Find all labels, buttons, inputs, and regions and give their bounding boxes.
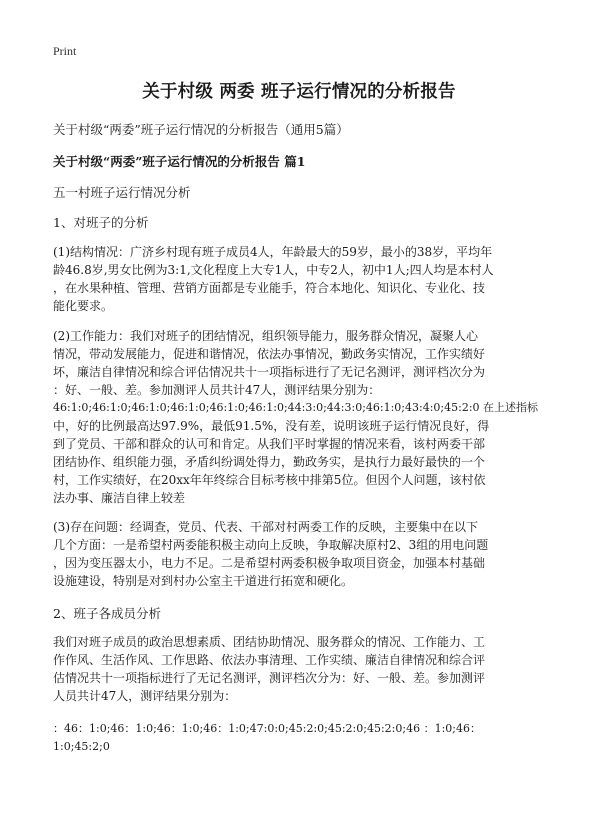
paragraph-line: 到了党员、干部和群众的认可和肯定。从我们平时掌握的情况来看，该村两委干部 — [53, 437, 486, 451]
paragraph-line: (2)工作能力：我们对班子的团结情况，组织领导能力，服务群众情况，凝聚人心 — [53, 329, 479, 343]
paragraph-work-ability — [53, 327, 548, 507]
paragraph-line: 估情况共十一项指标进行了无记名测评，测评档次分为：好、一般、差。参加测评 — [53, 671, 486, 685]
paragraph-problems — [53, 518, 548, 590]
paragraph-member-scores — [53, 720, 548, 756]
paragraph-structure — [53, 243, 548, 315]
article-heading: 关于村级“两委”班子运行情况的分析报告 篇1 — [53, 154, 306, 169]
paragraph-line: 人员共计47人，测评结果分别为： — [53, 689, 237, 703]
document-subtitle: 关于村级“两委”班子运行情况的分析报告（通用5篇） — [53, 122, 349, 137]
paragraph-line: 设施建设，特别是对到村办公室主干道进行拓宽和硬化。 — [53, 574, 354, 588]
paragraph-line: ，因为变压器太小，电力不足。二是希望村两委积极争取项目资金，加强本村基础 — [53, 556, 486, 570]
paragraph-line: 我们对班子成员的政治思想素质、团结协助情况、服务群众的情况、工作能力、工 — [53, 635, 486, 649]
print-link[interactable]: Print — [53, 44, 77, 58]
paragraph-line: 龄46.8岁,男女比例为3:1,文化程度上大专1人，中专2人，初中1人;四人均是本村人 — [53, 263, 494, 277]
paragraph-line: ，在水果种植、管理、营销方面都是专业能手，符合本地化、知识化、专业化、技 — [53, 281, 486, 295]
page-title: 关于村级 两委 班子运行情况的分析报告 — [142, 82, 456, 102]
paragraph-line: (1)结构情况：广济乡村现有班子成员4人，年龄最大的59岁，最小的38岁，平均年 — [53, 245, 493, 259]
paragraph-line: ：好、一般、差。参加测评人员共计47人，测评结果分别为： — [53, 383, 381, 397]
paragraph-line-scores: 1:0;45:2;0 — [53, 740, 110, 753]
paragraph-line: 坏，廉洁自律情况和综合评估情况共十一项指标进行了无记名测评，测评档次分为 — [53, 365, 486, 379]
paragraph-line: 几个方面：一是希望村两委能积极主动向上反映，争取解决原村2、3组的用电问题 — [53, 538, 489, 552]
paragraph-line-scores: 46:1:0;46:1:0;46:1:0;46:1:0;46:1:0;46:1:0;44:3:0;44:3:0;46:1:0;43:4:0;45:2:0 在上述指标 — [53, 401, 539, 414]
paragraph-line: 中，好的比例最高达97.9%，最低91.5%，没有差，说明该班子运行情况良好，得 — [53, 419, 490, 433]
paragraph-line: 团结协作、组织能力强，矛盾纠纷调处得力，勤政务实，是执行力最好最快的一个 — [53, 455, 486, 469]
section-heading-1: 1、对班子的分析 — [53, 215, 149, 230]
paragraph-line: 能化要求。 — [53, 299, 114, 313]
paragraph-line: (3)存在问题：经调查，党员、代表、干部对村两委工作的反映，主要集中在以下 — [53, 520, 479, 534]
paragraph-line: 情况，带动发展能力，促进和谐情况，依法办事情况，勤政务实情况，工作实绩好 — [53, 347, 486, 361]
section-heading-main: 五一村班子运行情况分析 — [53, 185, 191, 200]
paragraph-line: 作作风、生活作风、工作思路、依法办事清理、工作实绩、廉洁自律情况和综合评 — [53, 653, 486, 667]
paragraph-line-scores: ：46：1:0;46：1:0;46：1:0;46：1:0;47:0:0;45:2:0;45:2:0;45:2:0;46 ：1:0;46： — [53, 722, 481, 735]
paragraph-members — [53, 633, 548, 705]
section-heading-2: 2、班子各成员分析 — [53, 606, 161, 621]
paragraph-line: 村，工作实绩好，在20xx年年终综合目标考核中排第5位。但因个人问题，该村依 — [53, 473, 486, 487]
paragraph-line: 法办事、廉洁自律上较差 — [53, 491, 186, 505]
